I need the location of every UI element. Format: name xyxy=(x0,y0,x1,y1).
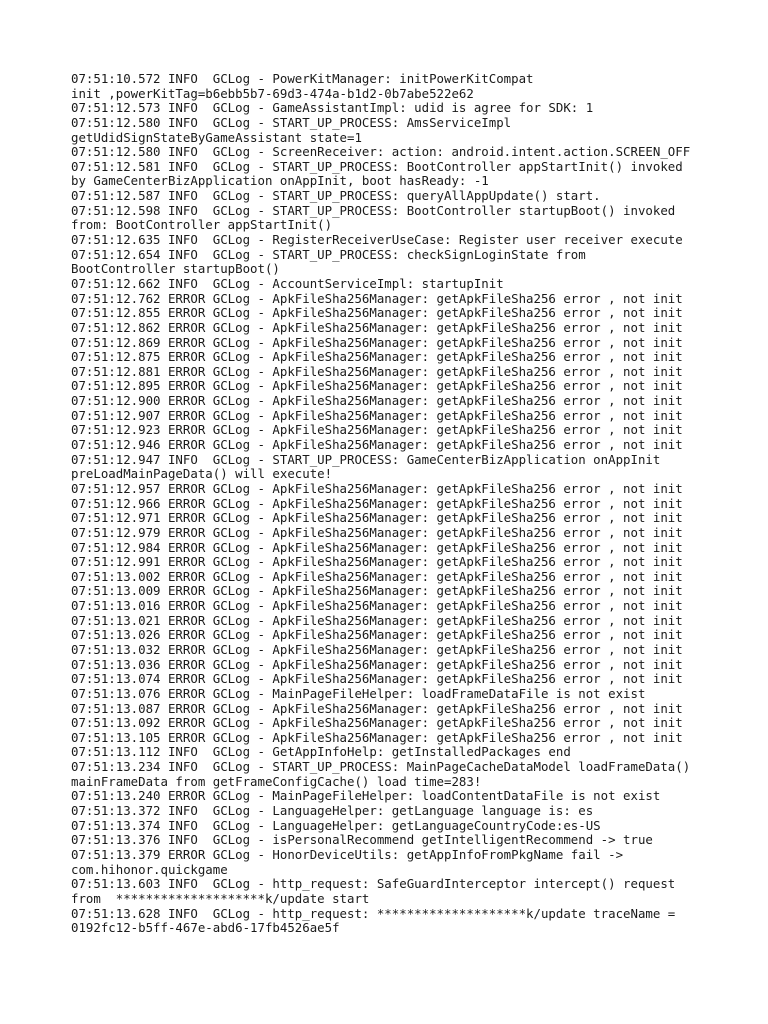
log-line: 07:51:12.855 ERROR GCLog - ApkFileSha256Manager: getApkFileSha256 error , not init xyxy=(71,305,683,321)
log-line: 07:51:13.074 ERROR GCLog - ApkFileSha256Manager: getApkFileSha256 error , not init xyxy=(71,671,683,687)
log-line: 07:51:13.002 ERROR GCLog - ApkFileSha256Manager: getApkFileSha256 error , not init xyxy=(71,568,683,584)
log-line: init ,powerKitTag=b6ebb5b7-69d3-474a-b1d2-0b7abe522e62 xyxy=(71,85,474,101)
log-line: 07:51:13.112 INFO GCLog - GetAppInfoHelp: getInstalledPackages end xyxy=(71,744,571,760)
log-line: 07:51:13.376 INFO GCLog - isPersonalRecommend getIntelligentRecommend -> true xyxy=(71,832,653,848)
log-line: 07:51:13.009 ERROR GCLog - ApkFileSha256Manager: getApkFileSha256 error , not init xyxy=(71,583,683,599)
log-line: 07:51:10.572 INFO GCLog - PowerKitManager: initPowerKitCompat xyxy=(71,71,534,86)
log-line: 07:51:12.966 ERROR GCLog - ApkFileSha256Manager: getApkFileSha256 error , not init xyxy=(71,495,683,511)
log-line: 07:51:12.971 ERROR GCLog - ApkFileSha256Manager: getApkFileSha256 error , not init xyxy=(71,510,683,526)
log-line: 07:51:12.947 INFO GCLog - START_UP_PROCESS: GameCenterBizApplication onAppInit xyxy=(71,451,661,467)
log-line: 07:51:12.862 ERROR GCLog - ApkFileSha256Manager: getApkFileSha256 error , not init xyxy=(71,319,683,335)
log-line: 07:51:13.628 INFO GCLog - http_request: ********************k/update traceName = xyxy=(71,905,676,921)
log-line: 07:51:12.991 ERROR GCLog - ApkFileSha256Manager: getApkFileSha256 error , not init xyxy=(71,554,683,570)
log-line: 07:51:12.635 INFO GCLog - RegisterReceiverUseCase: Register user receiver execute xyxy=(71,232,683,248)
log-line: 07:51:13.036 ERROR GCLog - ApkFileSha256Manager: getApkFileSha256 error , not init xyxy=(71,656,683,672)
log-line: 07:51:12.762 ERROR GCLog - ApkFileSha256Manager: getApkFileSha256 error , not init xyxy=(71,290,683,306)
log-line: 07:51:13.105 ERROR GCLog - ApkFileSha256Manager: getApkFileSha256 error , not init xyxy=(71,729,683,745)
log-line: 07:51:12.587 INFO GCLog - START_UP_PROCESS: queryAllAppUpdate() start. xyxy=(71,188,601,204)
log-line: 07:51:13.016 ERROR GCLog - ApkFileSha256Manager: getApkFileSha256 error , not init xyxy=(71,598,683,614)
log-line: from: BootController appStartInit() xyxy=(71,217,333,233)
log-line: getUdidSignStateByGameAssistant state=1 xyxy=(71,129,362,145)
log-line: 07:51:12.573 INFO GCLog - GameAssistantImpl: udid is agree for SDK: 1 xyxy=(71,100,594,116)
log-line: 07:51:12.946 ERROR GCLog - ApkFileSha256Manager: getApkFileSha256 error , not init xyxy=(71,437,683,453)
log-line: 07:51:12.580 INFO GCLog - START_UP_PROCESS: AmsServiceImpl xyxy=(71,114,512,130)
log-line: 07:51:12.654 INFO GCLog - START_UP_PROCESS: checkSignLoginState from xyxy=(71,246,586,262)
log-line: 07:51:12.957 ERROR GCLog - ApkFileSha256Manager: getApkFileSha256 error , not init xyxy=(71,480,683,496)
log-line: preLoadMainPageData() will execute! xyxy=(71,466,333,482)
log-line: 07:51:13.032 ERROR GCLog - ApkFileSha256Manager: getApkFileSha256 error , not init xyxy=(71,641,683,657)
log-line: 07:51:12.580 INFO GCLog - ScreenReceiver: action: android.intent.action.SCREEN_OFF xyxy=(71,144,691,160)
log-line: 07:51:13.076 ERROR GCLog - MainPageFileHelper: loadFrameDataFile is not exist xyxy=(71,685,646,701)
log-line: 07:51:13.234 INFO GCLog - START_UP_PROCESS: MainPageCacheDataModel loadFrameData() xyxy=(71,759,691,775)
log-line: 07:51:13.374 INFO GCLog - LanguageHelper: getLanguageCountryCode:es-US xyxy=(71,817,601,833)
log-line: 07:51:12.581 INFO GCLog - START_UP_PROCESS: BootController appStartInit() invoked xyxy=(71,158,683,174)
log-line: 07:51:13.087 ERROR GCLog - ApkFileSha256Manager: getApkFileSha256 error , not init xyxy=(71,700,683,716)
log-line: 07:51:12.900 ERROR GCLog - ApkFileSha256Manager: getApkFileSha256 error , not init xyxy=(71,393,683,409)
log-line: 07:51:12.662 INFO GCLog - AccountServiceImpl: startupInit xyxy=(71,275,504,291)
log-line: 07:51:12.881 ERROR GCLog - ApkFileSha256Manager: getApkFileSha256 error , not init xyxy=(71,363,683,379)
log-line: 07:51:12.598 INFO GCLog - START_UP_PROCESS: BootController startupBoot() invoked xyxy=(71,202,676,218)
log-line: from ********************k/update start xyxy=(71,890,370,906)
log-line: mainFrameData from getFrameConfigCache() load time=283! xyxy=(71,773,482,789)
log-line: 07:51:12.895 ERROR GCLog - ApkFileSha256Manager: getApkFileSha256 error , not init xyxy=(71,378,683,394)
log-line: 07:51:13.240 ERROR GCLog - MainPageFileHelper: loadContentDataFile is not exist xyxy=(71,788,661,804)
log-line: 0192fc12-b5ff-467e-abd6-17fb4526ae5f xyxy=(71,920,340,936)
log-line: 07:51:12.984 ERROR GCLog - ApkFileSha256Manager: getApkFileSha256 error , not init xyxy=(71,539,683,555)
log-line: 07:51:13.092 ERROR GCLog - ApkFileSha256Manager: getApkFileSha256 error , not init xyxy=(71,715,683,731)
log-line: 07:51:13.372 INFO GCLog - LanguageHelper: getLanguage language is: es xyxy=(71,803,594,819)
log-line: 07:51:12.907 ERROR GCLog - ApkFileSha256Manager: getApkFileSha256 error , not init xyxy=(71,407,683,423)
log-line: 07:51:12.979 ERROR GCLog - ApkFileSha256Manager: getApkFileSha256 error , not init xyxy=(71,524,683,540)
log-line: 07:51:13.379 ERROR GCLog - HonorDeviceUtils: getAppInfoFromPkgName fail -> xyxy=(71,846,624,862)
log-line: BootController startupBoot() xyxy=(71,261,280,277)
log-line: 07:51:13.603 INFO GCLog - http_request: SafeGuardInterceptor intercept() request xyxy=(71,876,676,892)
log-line: 07:51:12.923 ERROR GCLog - ApkFileSha256Manager: getApkFileSha256 error , not init xyxy=(71,422,683,438)
log-line: com.hihonor.quickgame xyxy=(71,861,228,877)
log-line: 07:51:13.026 ERROR GCLog - ApkFileSha256Manager: getApkFileSha256 error , not init xyxy=(71,627,683,643)
log-line: by GameCenterBizApplication onAppInit, boot hasReady: -1 xyxy=(71,173,489,189)
log-line: 07:51:12.875 ERROR GCLog - ApkFileSha256Manager: getApkFileSha256 error , not init xyxy=(71,349,683,365)
log-line: 07:51:12.869 ERROR GCLog - ApkFileSha256Manager: getApkFileSha256 error , not init xyxy=(71,334,683,350)
log-line: 07:51:13.021 ERROR GCLog - ApkFileSha256Manager: getApkFileSha256 error , not init xyxy=(71,612,683,628)
log-text-block xyxy=(71,72,711,936)
